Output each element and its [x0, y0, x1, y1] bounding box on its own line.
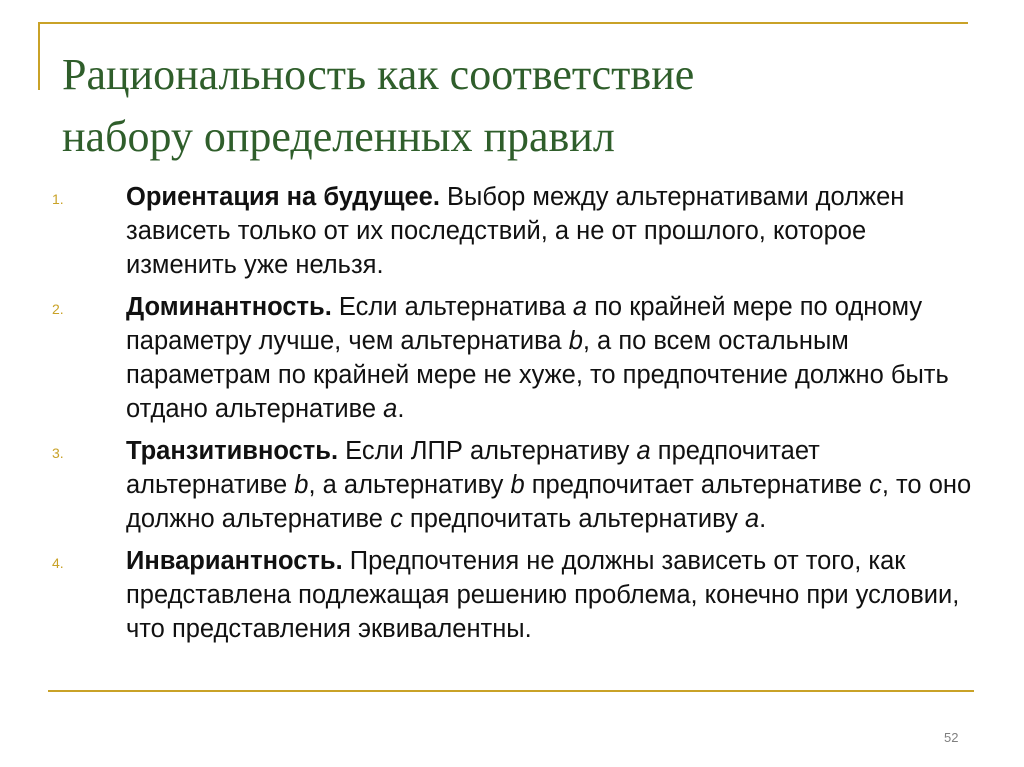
variable: b	[510, 471, 525, 499]
item-text	[126, 180, 972, 282]
item-heading: Инвариантность.	[126, 547, 343, 575]
list-item	[52, 544, 972, 646]
item-text	[126, 434, 972, 536]
list-item	[52, 434, 972, 536]
title-line-1: Рациональность как соответствие	[62, 50, 695, 99]
variable: a	[636, 437, 651, 465]
item-body: Выбор между альтернативами должен зависеть только от их последствий, а не от прошлого, которое изменить уже нельзя.	[126, 183, 905, 279]
variable: c	[869, 471, 882, 499]
item-body: предпочитает альтернативе	[524, 471, 870, 499]
page-number: 52	[944, 730, 959, 745]
title-line-2: набору определенных правил	[62, 112, 615, 161]
list-item	[52, 180, 972, 282]
item-body: .	[397, 395, 405, 423]
variable: a	[383, 395, 398, 423]
item-body: предпочитает альтернативе	[126, 437, 820, 499]
slide-title	[62, 44, 962, 168]
item-number: 3.	[52, 445, 64, 461]
item-text	[126, 544, 972, 646]
list-item	[52, 290, 972, 426]
top-rule	[38, 22, 968, 24]
variable: b	[294, 471, 309, 499]
item-number: 2.	[52, 301, 64, 317]
rules-list	[52, 180, 972, 654]
item-number: 4.	[52, 555, 64, 571]
item-heading: Транзитивность.	[126, 437, 339, 465]
item-text	[126, 290, 972, 426]
item-heading: Доминантность.	[126, 293, 332, 321]
variable: a	[572, 293, 588, 321]
bottom-rule	[48, 690, 974, 692]
item-body: , а альтернативу	[308, 471, 511, 499]
item-body: Если ЛПР альтернативу	[338, 437, 637, 465]
item-body: Если альтернатива	[331, 293, 573, 321]
variable: a	[744, 505, 760, 533]
item-body: , то оно должно альтернативе	[126, 471, 972, 533]
left-rule	[38, 22, 40, 90]
item-heading: Ориентация на будущее.	[126, 183, 440, 211]
item-body: Предпочтения не должны зависеть от того, как представлена подлежащая решению проблема, конечно при условии, что представления эквивалентны.	[126, 547, 960, 643]
item-body: предпочитать альтернативу	[402, 505, 745, 533]
item-number: 1.	[52, 191, 64, 207]
item-body: , а по всем остальным параметрам по крайней мере не хуже, то предпочтение должно быть отдано альтернативе	[126, 327, 949, 423]
variable: b	[568, 327, 583, 355]
item-body: по крайней мере по одному параметру лучше, чем альтернатива	[126, 293, 923, 355]
item-body: .	[759, 505, 767, 533]
variable: c	[390, 505, 403, 533]
